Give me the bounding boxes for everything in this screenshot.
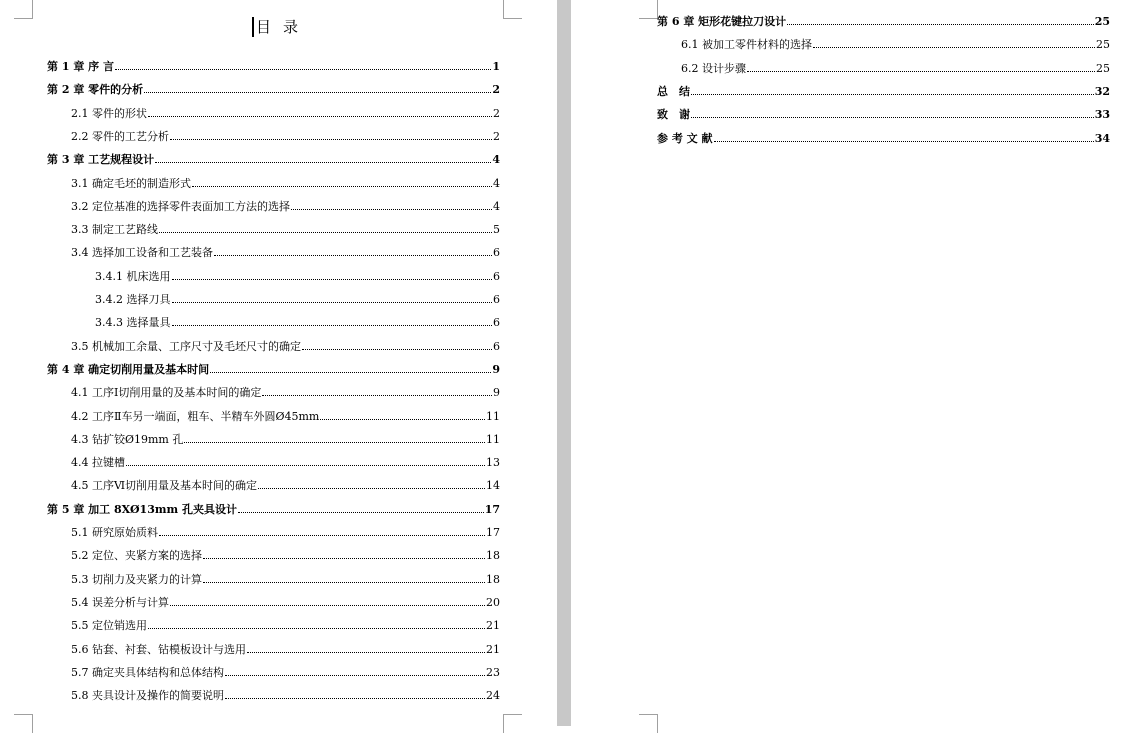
toc-entry-page-number: 18	[486, 572, 500, 586]
toc-entry-page-number: 32	[1094, 84, 1110, 98]
toc-entry-page-number: 11	[486, 432, 500, 446]
toc-dot-leader	[225, 698, 485, 699]
toc-entry-page-number: 9	[493, 386, 500, 400]
toc-dot-leader	[170, 605, 485, 606]
toc-entry[interactable]	[71, 477, 500, 493]
toc-entry-page-number: 17	[486, 526, 500, 539]
toc-dot-leader	[148, 628, 485, 629]
toc-entry-page-number: 25	[1094, 15, 1110, 28]
toc-entry-label: 4.1 工序Ⅰ切削用量的及基本时间的确定	[71, 386, 262, 400]
toc-entry-page-number: 13	[486, 456, 500, 470]
toc-entry-label: 5.2 定位、夹紧方案的选择	[71, 549, 202, 563]
toc-dot-leader	[172, 325, 493, 326]
toc-dot-leader	[184, 442, 485, 443]
toc-entry-page-number: 6	[493, 293, 500, 306]
toc-dot-leader	[159, 232, 492, 233]
toc-entry-page-number: 21	[486, 619, 500, 633]
toc-entry-label: 5.4 误差分析与计算	[71, 595, 169, 609]
toc-entry[interactable]	[95, 314, 500, 330]
toc-entry[interactable]	[47, 501, 500, 517]
toc-entry-page-number: 6	[493, 269, 500, 283]
toc-list-left	[47, 0, 500, 726]
toc-entry[interactable]	[71, 198, 500, 214]
toc-dot-leader	[203, 582, 485, 583]
toc-dot-leader	[170, 139, 492, 140]
toc-entry-label: 4.3 钻扩铰Ø19mm 孔	[71, 432, 184, 446]
toc-dot-leader	[126, 465, 485, 466]
toc-dot-leader	[691, 117, 1094, 118]
toc-entry-label: 第 4 章 确定切削用量及基本时间	[47, 362, 210, 376]
toc-entry-label: 5.6 钻套、衬套、钻模板设计与选用	[71, 642, 246, 656]
crop-mark	[503, 0, 522, 19]
toc-entry-page-number: 14	[486, 479, 500, 493]
toc-entry[interactable]	[71, 571, 500, 587]
toc-entry[interactable]	[47, 58, 500, 74]
toc-entry[interactable]	[71, 687, 500, 703]
toc-dot-leader	[258, 488, 485, 489]
toc-entry[interactable]	[71, 547, 500, 563]
toc-entry[interactable]	[71, 221, 500, 237]
toc-entry-page-number: 2	[492, 83, 500, 97]
toc-entry[interactable]	[71, 128, 500, 144]
toc-dot-leader	[192, 186, 492, 187]
toc-entry-label: 3.4.1 机床选用	[95, 269, 171, 283]
toc-entry-page-number: 2	[493, 129, 500, 143]
crop-mark	[639, 0, 658, 19]
toc-entry[interactable]	[71, 594, 500, 610]
crop-mark	[639, 714, 658, 733]
toc-dot-leader	[225, 675, 485, 676]
page-gutter	[557, 0, 571, 726]
toc-dot-leader	[302, 349, 492, 350]
toc-entry-label: 2.2 零件的工艺分析	[71, 129, 169, 143]
toc-entry-page-number: 4	[492, 153, 500, 167]
toc-entry-label: 5.5 定位销选用	[71, 619, 147, 633]
toc-entry[interactable]	[71, 641, 500, 657]
toc-entry-label: 第 1 章 序 言	[47, 60, 114, 73]
toc-entry-label: 2.1 零件的形状	[71, 106, 147, 120]
toc-entry-page-number: 25	[1096, 38, 1110, 52]
toc-dot-leader	[172, 302, 493, 303]
toc-entry-label: 第 5 章 加工 8XØ13mm 孔夹具设计	[47, 502, 237, 516]
toc-entry[interactable]	[71, 338, 500, 354]
toc-dot-leader	[714, 141, 1094, 142]
toc-entry-label: 3.4.3 选择量具	[95, 316, 171, 330]
toc-entry[interactable]	[657, 106, 1110, 122]
toc-dot-leader	[214, 255, 492, 256]
toc-entry-page-number: 20	[486, 595, 500, 609]
toc-entry[interactable]	[71, 175, 500, 191]
toc-entry-page-number: 9	[492, 362, 500, 376]
toc-entry-page-number: 1	[492, 60, 500, 73]
toc-entry[interactable]	[47, 81, 500, 97]
toc-entry[interactable]	[47, 361, 500, 377]
toc-entry[interactable]	[71, 384, 500, 400]
toc-dot-leader	[172, 279, 493, 280]
toc-list-right	[657, 0, 1110, 726]
toc-dot-leader	[115, 69, 491, 70]
toc-dot-leader	[813, 47, 1095, 48]
toc-dot-leader	[148, 116, 492, 117]
toc-entry[interactable]	[681, 60, 1110, 76]
toc-entry[interactable]	[71, 244, 500, 260]
toc-dot-leader	[203, 558, 485, 559]
toc-entry[interactable]	[71, 617, 500, 633]
toc-entry-page-number: 5	[493, 223, 500, 237]
toc-entry-label: 3.5 机械加工余量、工序尺寸及毛坯尺寸的确定	[71, 339, 301, 353]
toc-entry-label: 5.1 研究原始质料	[71, 526, 158, 539]
toc-entry-page-number: 4	[493, 199, 500, 213]
toc-entry-page-number: 25	[1096, 61, 1110, 75]
toc-entry-page-number: 6	[493, 246, 500, 260]
toc-dot-leader	[159, 535, 485, 536]
document-page-left	[0, 0, 557, 726]
toc-entry-label: 第 2 章 零件的分析	[47, 83, 144, 97]
toc-entry-label: 总 结	[657, 84, 690, 98]
toc-entry[interactable]	[71, 105, 500, 121]
toc-entry-page-number: 2	[493, 106, 500, 120]
crop-mark	[14, 714, 33, 733]
toc-entry-label: 4.4 拉键槽	[71, 456, 125, 470]
toc-entry[interactable]	[657, 13, 1110, 29]
toc-entry-label: 致 谢	[657, 108, 690, 122]
crop-mark	[14, 0, 33, 19]
toc-dot-leader	[238, 512, 484, 513]
toc-entry-label: 3.4 选择加工设备和工艺装备	[71, 246, 213, 260]
toc-entry-label: 4.5 工序Ⅵ切削用量及基本时间的确定	[71, 479, 258, 493]
toc-entry-page-number: 18	[486, 549, 500, 563]
toc-dot-leader	[247, 652, 485, 653]
toc-entry[interactable]	[681, 36, 1110, 52]
toc-dot-leader	[691, 94, 1094, 95]
toc-dot-leader	[262, 395, 492, 396]
toc-entry-label: 3.3 制定工艺路线	[71, 223, 158, 237]
toc-entry-label: 3.2 定位基准的选择零件表面加工方法的选择	[71, 199, 290, 213]
toc-entry-page-number: 24	[486, 689, 500, 703]
page-title: 目录	[252, 17, 316, 37]
toc-entry-label: 3.4.2 选择刀具	[95, 293, 171, 306]
toc-entry-page-number: 33	[1094, 108, 1110, 122]
toc-entry-label: 5.3 切削力及夹紧力的计算	[71, 572, 202, 586]
toc-entry-label: 4.2 工序Ⅱ车另一端面，粗车、半精车外圆Ø45mm	[71, 409, 320, 423]
toc-entry[interactable]	[657, 130, 1110, 146]
document-page-right	[571, 0, 1122, 726]
toc-entry-page-number: 17	[484, 502, 500, 516]
toc-entry-page-number: 23	[486, 665, 500, 679]
toc-entry-label: 第 3 章 工艺规程设计	[47, 153, 155, 167]
crop-mark	[503, 714, 522, 733]
toc-entry-label: 参 考 文 献	[657, 131, 713, 145]
toc-entry[interactable]	[95, 291, 500, 307]
toc-entry[interactable]	[95, 268, 500, 284]
toc-entry-page-number: 6	[493, 339, 500, 353]
toc-entry-page-number: 34	[1094, 131, 1110, 145]
toc-dot-leader	[210, 372, 491, 373]
toc-entry-label: 3.1 确定毛坯的制造形式	[71, 176, 191, 190]
toc-entry[interactable]	[657, 83, 1110, 99]
toc-entry-page-number: 11	[486, 409, 500, 423]
toc-dot-leader	[787, 24, 1094, 25]
toc-entry-label: 5.8 夹具设计及操作的简要说明	[71, 689, 224, 703]
toc-entry-page-number: 6	[493, 316, 500, 330]
toc-dot-leader	[747, 71, 1095, 72]
toc-entry-label: 6.2 设计步骤	[681, 61, 746, 75]
toc-entry-label: 6.1 被加工零件材料的选择	[681, 38, 812, 52]
toc-dot-leader	[155, 162, 491, 163]
toc-entry[interactable]	[71, 524, 500, 540]
toc-entry-page-number: 4	[493, 176, 500, 190]
toc-entry[interactable]	[47, 151, 500, 167]
toc-entry-page-number: 21	[486, 642, 500, 656]
toc-dot-leader	[320, 419, 485, 420]
toc-dot-leader	[291, 209, 492, 210]
toc-entry[interactable]	[71, 664, 500, 680]
toc-entry[interactable]	[71, 408, 500, 424]
toc-entry-label: 第 6 章 矩形花键拉刀设计	[657, 15, 787, 28]
toc-entry[interactable]	[71, 431, 500, 447]
toc-dot-leader	[144, 92, 491, 93]
toc-entry[interactable]	[71, 454, 500, 470]
toc-entry-label: 5.7 确定夹具体结构和总体结构	[71, 665, 224, 679]
